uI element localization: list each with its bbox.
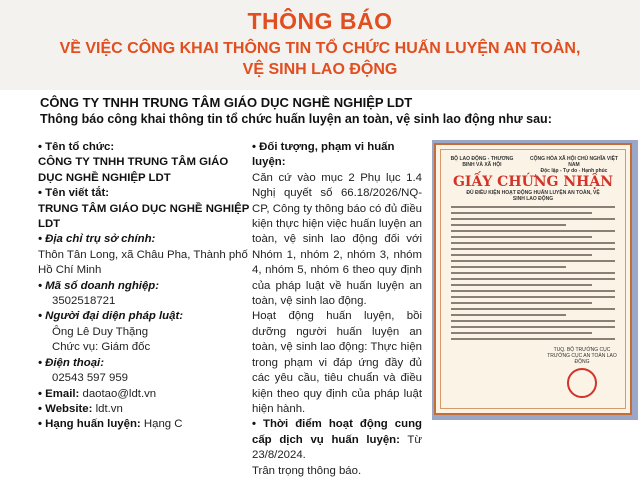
scope-label: • Đối tượng, phạm vi huấn luyện: xyxy=(252,141,395,169)
org-info-column xyxy=(38,140,250,433)
rank-value: Hạng C xyxy=(140,418,183,431)
email-row xyxy=(38,387,250,402)
certificate-frame xyxy=(440,149,626,409)
rank-row xyxy=(38,417,250,432)
phone-label: • Điện thoại: xyxy=(38,356,105,369)
red-seal-icon xyxy=(567,368,597,398)
rep-label: • Người đại diện pháp luật: xyxy=(38,310,184,323)
rep-title: Chức vụ: Giám đốc xyxy=(52,341,151,354)
intro-text: Thông báo công khai thông tin tổ chức huấn luyện an toàn, vệ sinh lao động như sau: xyxy=(40,112,552,126)
abbr-value: TRUNG TÂM GIÁO DỤC NGHỀ NGHIỆP LDT xyxy=(38,202,250,231)
rep-name: Ông Lê Duy Thặng xyxy=(52,325,149,338)
certificate-image xyxy=(434,143,632,415)
banner-subtitle-line1: VỀ VIỆC CÔNG KHAI THÔNG TIN TỔ CHỨC HUẤN LUYỆN AN TOÀN, xyxy=(59,40,581,57)
banner-subtitle-line2: VỆ SINH LAO ĐỘNG xyxy=(242,61,398,78)
scope-column xyxy=(252,140,422,479)
org-name-value: CÔNG TY TNHH TRUNG TÂM GIÁO DỤC NGHỀ NGHIỆP LDT xyxy=(38,156,229,184)
cert-agency-right xyxy=(529,156,619,174)
banner-subtitle xyxy=(20,38,620,80)
cert-signature-block xyxy=(547,347,617,400)
address-value: Thôn Tân Long, xã Châu Pha, Thành phố Hồ Chí Minh xyxy=(38,248,248,277)
website-value[interactable]: ldt.vn xyxy=(92,402,123,415)
address-label: • Địa chỉ trụ sở chính: xyxy=(38,233,156,246)
company-heading: CÔNG TY TNHH TRUNG TÂM GIÁO DỤC NGHỀ NGHIỆP LDT xyxy=(40,95,413,110)
banner-title: THÔNG BÁO xyxy=(247,8,393,34)
cert-country: CỘNG HÒA XÃ HỘI CHỦ NGHĨA VIỆT NAM xyxy=(530,156,618,168)
time-row xyxy=(252,417,422,463)
trainer-text: Hoạt động huấn luyện, bồi dưỡng người huấn luyện an toàn, vệ sinh lao động: Thực hiện trong phạm vi đáp ứng đầy đủ các yêu cầu, tiêu chuẩn và điều kiện theo quy định của pháp luật hiện hành. xyxy=(252,310,422,415)
cert-agency-left: BỘ LAO ĐỘNG - THƯƠNG BINH VÀ XÃ HỘI xyxy=(450,156,514,168)
time-label: • Thời điểm hoạt động cung cấp dịch vụ huấn luyện: xyxy=(252,418,422,446)
cert-title: GIẤY CHỨNG NHẬN xyxy=(452,174,614,190)
tax-label: • Mã số doanh nghiệp: xyxy=(38,279,160,292)
website-row xyxy=(38,402,250,417)
cert-body-text xyxy=(451,206,615,344)
abbr-label: • Tên viết tắt: xyxy=(38,187,110,200)
tax-value: 3502518721 xyxy=(52,295,116,308)
time-value: Từ 23/8/2024. xyxy=(252,433,423,462)
org-name-label: • Tên tổ chức: xyxy=(38,141,115,153)
notice-banner xyxy=(0,0,640,90)
website-label: • Website: xyxy=(38,402,93,415)
cert-signer: TUQ. BỘ TRƯỞNG CỤC TRƯỞNG CỤC AN TOÀN LAO ĐỘNG xyxy=(547,347,617,365)
cert-motto: Độc lập - Tự do - Hạnh phúc xyxy=(540,168,608,174)
closing-text: Trân trọng thông báo. xyxy=(252,464,362,477)
scope-text: Căn cứ vào mục 2 Phụ lục 1.4 Nghị quyết số 66.18/2026/NQ-CP, Công ty thông báo có đủ điều kiện thực hiện việc huấn luyện an toàn, vệ sinh lao động đối với Nhóm 1, nhóm 2, nhóm 3, nhóm 4, nhóm 5, nhóm 6 theo quy định của pháp luật về huấn luyện an toàn, vệ sinh lao động. xyxy=(252,171,422,308)
rank-label: • Hạng huấn luyện: xyxy=(38,418,141,431)
email-value[interactable]: daotao@ldt.vn xyxy=(79,387,157,400)
cert-subtitle: ĐỦ ĐIỀU KIỆN HOẠT ĐỘNG HUẤN LUYỆN AN TOÀN, VỆ SINH LAO ĐỘNG xyxy=(466,190,600,202)
email-label: • Email: xyxy=(38,387,80,400)
phone-value: 02543 597 959 xyxy=(52,372,129,385)
